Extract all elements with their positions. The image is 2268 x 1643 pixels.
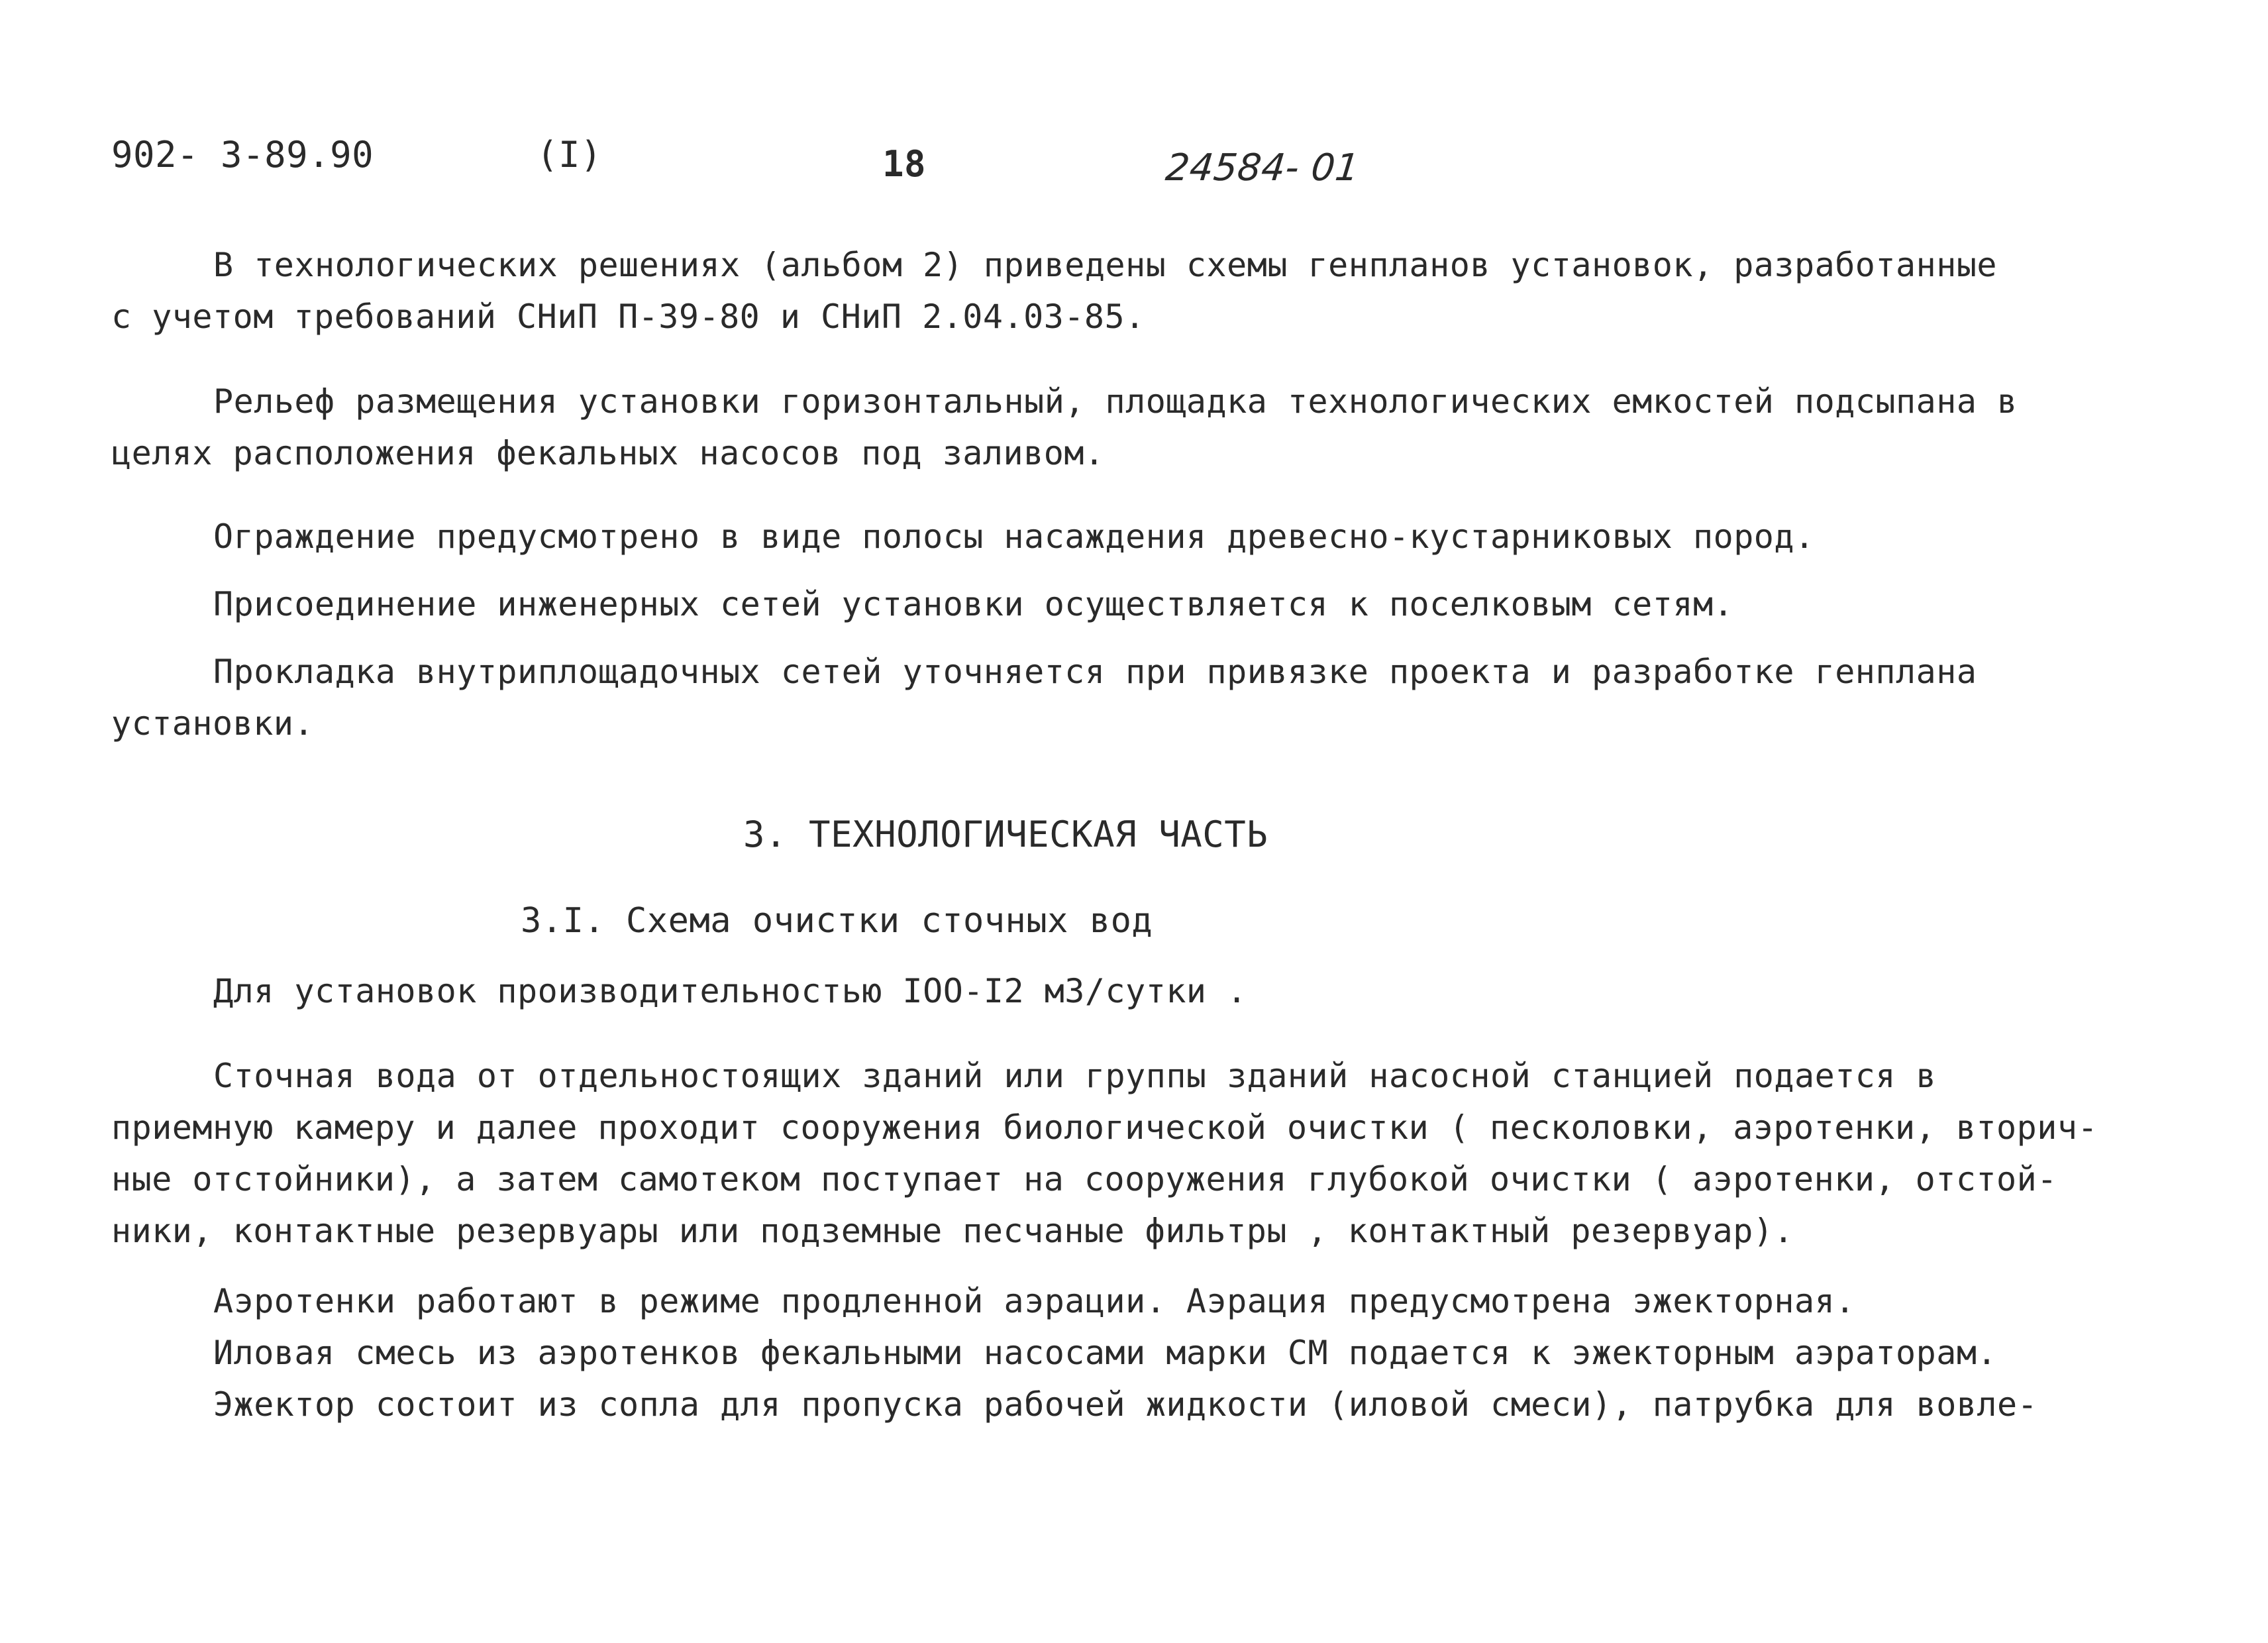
paragraph-line: ники, контактные резервуары или подземные песчаные фильтры , контактный резервуар). <box>111 1212 1794 1250</box>
paragraph-line: ные отстойники), а затем самотеком поступает на сооружения глубокой очистки ( аэротенки, отстой- <box>111 1160 2057 1198</box>
paragraph-line: приемную камеру и далее проходит сооружения биологической очистки ( песколовки, аэротенки, вторич- <box>111 1108 2098 1147</box>
paragraph-line: Эжектор состоит из сопла для пропуска рабочей жидкости (иловой смеси), патрубка для вовле- <box>213 1385 2038 1424</box>
paragraph-line: Присоединение инженерных сетей установки осуществляется к поселковым сетям. <box>213 585 1734 623</box>
paragraph-line: Иловая смесь из аэротенков фекальными насосами марки СМ подается к эжекторным аэраторам. <box>213 1334 1998 1372</box>
section-subheading: 3.I. Схема очистки сточных вод <box>521 901 1153 941</box>
section-heading: 3. ТЕХНОЛОГИЧЕСКАЯ ЧАСТЬ <box>743 814 1268 855</box>
paragraph-line: с учетом требований СНиП П-39-80 и СНиП 2.04.03-85. <box>111 297 1145 336</box>
handwritten-doc-number: 24584- 01 <box>1163 146 1362 189</box>
paragraph-line: Прокладка внутриплощадочных сетей уточняется при привязке проекта и разработке генплана <box>213 653 1977 691</box>
capacity-line: Для установок производительностью IOO-I2 м3/сутки . <box>213 972 1247 1010</box>
paragraph-line: Сточная вода от отдельностоящих зданий или группы зданий насосной станцией подается в <box>213 1057 1937 1095</box>
page-number: 18 <box>882 143 927 185</box>
sheet-number: (I) <box>537 134 603 176</box>
paragraph-line: Аэротенки работают в режиме продленной аэрации. Аэрация предусмотрена эжекторная. <box>213 1282 1855 1320</box>
paragraph-line: В технологических решениях (альбом 2) приведены схемы генпланов установок, разработанные <box>213 246 1998 284</box>
paragraph-line: установки. <box>111 704 315 743</box>
paragraph-line: Рельеф размещения установки горизонтальный, площадка технологических емкостей подсыпана в <box>213 382 2018 421</box>
document-code: 902- 3-89.90 <box>111 134 374 176</box>
paragraph-line: Ограждение предусмотрено в виде полосы насаждения древесно-кустарниковых пород. <box>213 517 1815 556</box>
paragraph-line: целях расположения фекальных насосов под заливом. <box>111 434 1105 472</box>
